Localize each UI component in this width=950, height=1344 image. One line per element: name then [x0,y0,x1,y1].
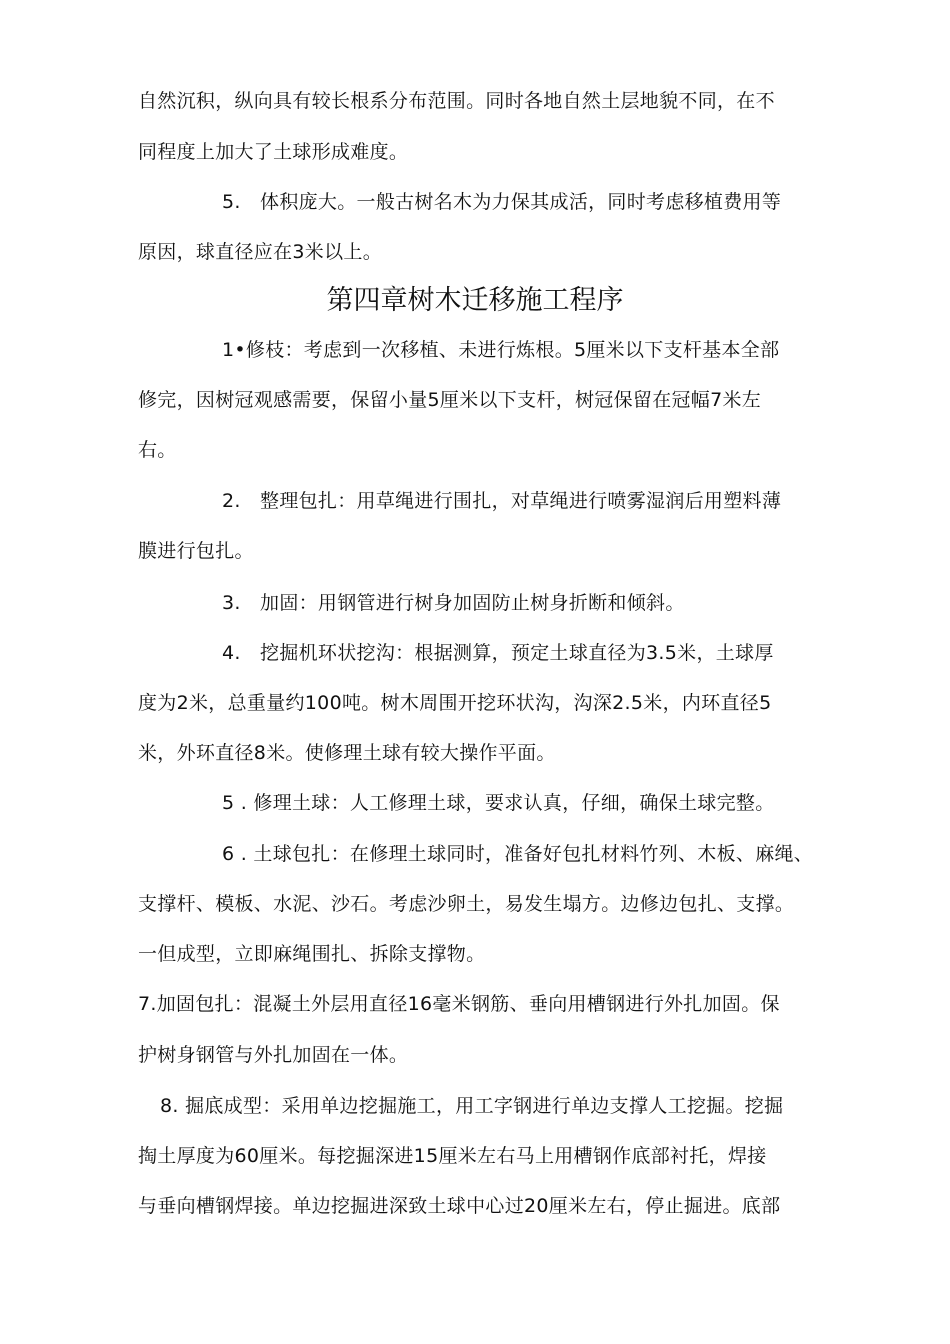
paragraph-line: 度为2米，总重量约100吨。树木周围开挖环状沟，沟深2.5米，内环直径5 [138,692,772,714]
paragraph-line: 8. 掘底成型：采用单边挖掘施工，用工字钢进行单边支撑人工挖掘。挖掘 [160,1095,784,1117]
paragraph-line: 6 . 土球包扎：在修理土球同时，准备好包扎材料竹列、木板、麻绳、 [222,843,814,865]
paragraph-line: 5 . 修理土球：人工修理土球，要求认真，仔细，确保土球完整。 [222,792,775,814]
paragraph-line: 7.加固包扎：混凝土外层用直径16毫米钢筋、垂向用槽钢进行外扎加固。保 [138,993,780,1015]
paragraph-line: 1•修枝：考虑到一次移植、未进行炼根。5厘米以下支杆基本全部 [222,339,780,361]
paragraph-line: 3. 加固：用钢管进行树身加固防止树身折断和倾斜。 [222,592,685,614]
paragraph-line: 米，外环直径8米。使修理土球有较大操作平面。 [138,742,556,764]
paragraph-line: 掏土厚度为60厘米。每挖掘深进15厘米左右马上用槽钢作底部衬托，焊接 [138,1145,767,1167]
paragraph-line: 同程度上加大了土球形成难度。 [138,141,409,163]
paragraph-line: 右。 [138,439,177,461]
paragraph-line: 支撑杆、模板、水泥、沙石。考虑沙卵土，易发生塌方。边修边包扎、支撑。 [138,893,795,915]
paragraph-line: 修完，因树冠观感需要，保留小量5厘米以下支杆，树冠保留在冠幅7米左 [138,389,762,411]
paragraph-line: 原因，球直径应在3米以上。 [138,241,382,263]
paragraph-line: 护树身钢管与外扎加固在一体。 [138,1044,409,1066]
paragraph-line: 2. 整理包扎：用草绳进行围扎，对草绳进行喷雾湿润后用塑料薄 [222,490,782,512]
chapter-title: 第四章树木迁移施工程序 [326,285,624,316]
paragraph-line: 膜进行包扎。 [138,540,254,562]
paragraph-line: 4. 挖掘机环状挖沟：根据测算，预定土球直径为3.5米，土球厚 [222,642,774,664]
paragraph-line: 自然沉积，纵向具有较长根系分布范围。同时各地自然土层地貌不同，在不 [138,90,775,112]
paragraph-line: 一但成型，立即麻绳围扎、拆除支撑物。 [138,943,486,965]
paragraph-line: 与垂向槽钢焊接。单边挖掘进深致土球中心过20厘米左右，停止掘进。底部 [138,1195,781,1217]
paragraph-line: 5. 体积庞大。一般古树名木为力保其成活，同时考虑移植费用等 [222,191,782,213]
